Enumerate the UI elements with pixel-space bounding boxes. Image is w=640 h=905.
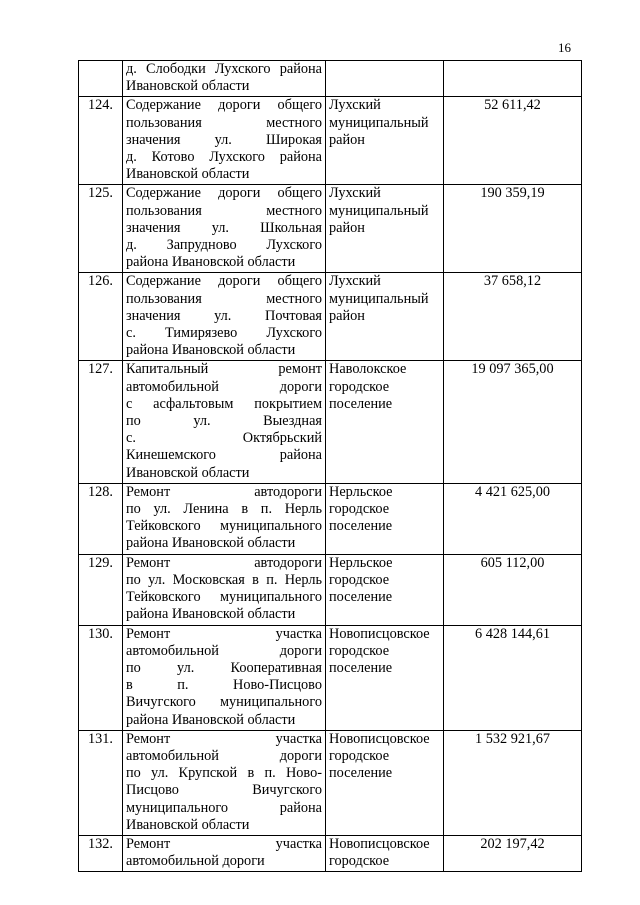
description-cell	[123, 273, 326, 361]
description-line: Ремонт участка	[126, 625, 322, 642]
description-line: Ивановской области	[126, 816, 250, 833]
row-number-cell: 124.	[79, 97, 123, 185]
description-line: Тейковского муниципального	[126, 589, 322, 606]
row-number-cell: 126.	[79, 273, 123, 361]
description-line: автомобильной дороги	[126, 853, 265, 870]
amount-cell: 19 097 365,00	[444, 361, 582, 483]
row-number-cell: 128.	[79, 483, 123, 554]
description-line: пользования местного	[126, 290, 322, 307]
table-row	[79, 97, 582, 185]
municipality-cell: Новописцовское городское	[326, 835, 444, 871]
description-line: Ремонт автодороги	[126, 483, 322, 500]
row-number-cell: 125.	[79, 185, 123, 273]
description-line: д. Котово Лухского района	[126, 149, 322, 166]
description-line: по ул. Крупской в п. Ново-	[126, 765, 322, 782]
description-cell	[123, 185, 326, 273]
municipality-cell: Лухский муниципальный район	[326, 273, 444, 361]
amount-cell: 1 532 921,67	[444, 730, 582, 835]
description-cell	[123, 61, 326, 97]
description-line: района Ивановской области	[126, 535, 296, 552]
description-line: Вичугского муниципального	[126, 694, 322, 711]
table-row	[79, 185, 582, 273]
description-line: по ул. Московская в п. Нерль	[126, 571, 322, 588]
description-line: д. Запрудново Лухского	[126, 237, 322, 254]
amount-cell	[444, 61, 582, 97]
amount-cell: 52 611,42	[444, 97, 582, 185]
projects-table	[78, 60, 582, 872]
description-cell	[123, 483, 326, 554]
municipality-cell: Новописцовское городское поселение	[326, 730, 444, 835]
page-number: 16	[558, 40, 571, 55]
description-line: Кинешемского района	[126, 447, 322, 464]
table-row	[79, 483, 582, 554]
description-line: района Ивановской области	[126, 342, 296, 359]
amount-cell: 37 658,12	[444, 273, 582, 361]
description-cell	[123, 97, 326, 185]
table-row	[79, 625, 582, 730]
description-line: значения ул. Школьная	[126, 219, 322, 236]
description-line: по ул. Выездная	[126, 413, 322, 430]
municipality-cell: Наволокское городское поселение	[326, 361, 444, 483]
municipality-cell: Нерльское городское поселение	[326, 483, 444, 554]
row-number-cell: 131.	[79, 730, 123, 835]
description-line: района Ивановской области	[126, 711, 296, 728]
projects-table-body	[79, 61, 582, 872]
table-row	[79, 61, 582, 97]
description-line: муниципального района	[126, 799, 322, 816]
amount-cell: 190 359,19	[444, 185, 582, 273]
table-row	[79, 730, 582, 835]
description-line: по ул. Ленина в п. Нерль	[126, 501, 322, 518]
amount-cell: 4 421 625,00	[444, 483, 582, 554]
description-line: автомобильной дороги	[126, 747, 322, 764]
row-number-cell	[79, 61, 123, 97]
description-line: района Ивановской области	[126, 254, 296, 271]
description-line: по ул. Кооперативная	[126, 659, 322, 676]
municipality-cell: Лухский муниципальный район	[326, 185, 444, 273]
description-line: Ремонт участка	[126, 835, 322, 852]
amount-cell: 605 112,00	[444, 554, 582, 625]
amount-cell: 6 428 144,61	[444, 625, 582, 730]
description-line: Содержание дороги общего	[126, 185, 322, 202]
description-line: района Ивановской области	[126, 606, 296, 623]
municipality-cell: Нерльское городское поселение	[326, 554, 444, 625]
description-cell	[123, 361, 326, 483]
description-line: с асфальтовым покрытием	[126, 395, 322, 412]
table-row	[79, 835, 582, 871]
table-row	[79, 273, 582, 361]
table-row	[79, 361, 582, 483]
description-line: Содержание дороги общего	[126, 97, 322, 114]
row-number-cell: 132.	[79, 835, 123, 871]
row-number-cell: 130.	[79, 625, 123, 730]
table-row	[79, 554, 582, 625]
description-cell	[123, 554, 326, 625]
description-line: Ивановской области	[126, 78, 250, 95]
description-line: с. Тимирязево Лухского	[126, 325, 322, 342]
description-line: Тейковского муниципального	[126, 518, 322, 535]
row-number-cell: 127.	[79, 361, 123, 483]
description-line: Ивановской области	[126, 464, 250, 481]
municipality-cell: Лухский муниципальный район	[326, 97, 444, 185]
description-line: значения ул. Почтовая	[126, 307, 322, 324]
description-line: с. Октябрьский	[126, 430, 322, 447]
description-line: Ивановской области	[126, 166, 250, 183]
description-line: Содержание дороги общего	[126, 273, 322, 290]
description-line: Ремонт автодороги	[126, 554, 322, 571]
row-number-cell: 129.	[79, 554, 123, 625]
description-line: пользования местного	[126, 114, 322, 131]
amount-cell: 202 197,42	[444, 835, 582, 871]
description-line: д. Слободки Лухского района	[126, 61, 322, 77]
municipality-cell	[326, 61, 444, 97]
description-line: Капитальный ремонт	[126, 361, 322, 378]
description-line: Ремонт участка	[126, 730, 322, 747]
municipality-cell: Новописцовское городское поселение	[326, 625, 444, 730]
description-line: пользования местного	[126, 202, 322, 219]
description-line: Писцово Вичугского	[126, 782, 322, 799]
description-line: автомобильной дороги	[126, 642, 322, 659]
description-line: значения ул. Широкая	[126, 131, 322, 148]
description-cell	[123, 835, 326, 871]
description-line: автомобильной дороги	[126, 378, 322, 395]
description-line: в п. Ново-Писцово	[126, 677, 322, 694]
description-cell	[123, 730, 326, 835]
description-cell	[123, 625, 326, 730]
